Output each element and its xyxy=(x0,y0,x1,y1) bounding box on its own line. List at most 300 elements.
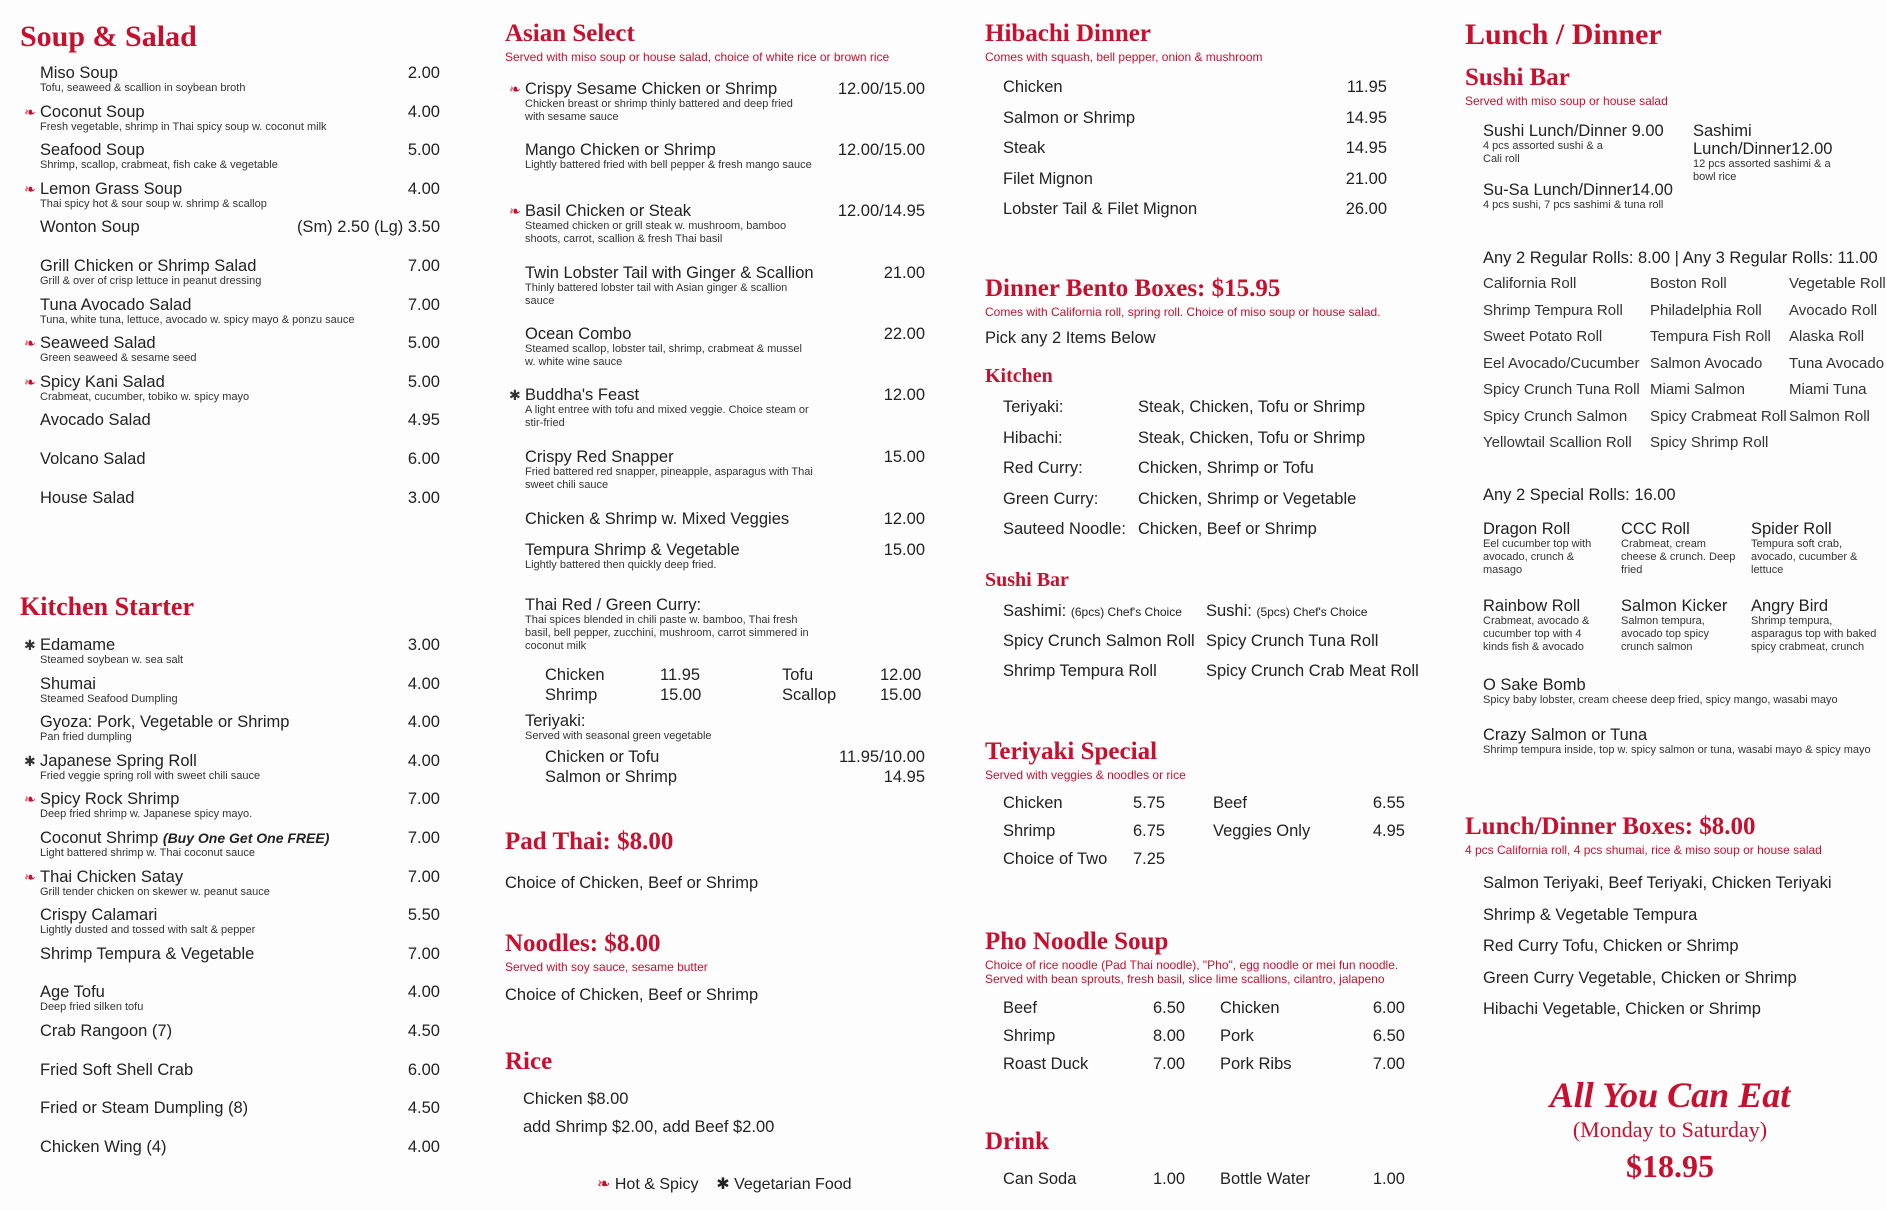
menu-item xyxy=(24,179,440,211)
legend-veg: Vegetarian Food xyxy=(734,1176,852,1193)
section-subtitle: Comes with California roll, spring roll. Choice of miso soup or house salad. xyxy=(985,305,1381,319)
roll-name: Eel Avocado/Cucumber xyxy=(1483,354,1640,372)
item-note: (5pcs) Chef's Choice xyxy=(1256,605,1368,619)
lunch-dinner-boxes-section xyxy=(1465,813,1880,857)
section-title: Drink xyxy=(985,1128,1049,1155)
item-desc: Green seaweed & sesame seed xyxy=(40,352,197,365)
roll-name: Alaska Roll xyxy=(1789,328,1865,345)
section-subtitle: Comes with squash, bell pepper, onion & mushroom xyxy=(985,50,1263,64)
legend xyxy=(597,1176,852,1194)
item-name xyxy=(525,386,925,404)
menu-item xyxy=(40,983,440,1014)
item-name xyxy=(40,334,440,352)
item-desc: 12 pcs assorted sashimi & a bowl rice xyxy=(1693,158,1831,183)
item-desc: Lightly battered then quickly deep fried. xyxy=(525,559,717,571)
item-price: 15.00 xyxy=(883,541,925,559)
item-label: Hibachi: xyxy=(1003,428,1063,447)
legend-hot: Hot & Spicy xyxy=(614,1176,699,1193)
item-price: 5.50 xyxy=(407,906,440,925)
item-name-text: Thai Chicken Satay xyxy=(40,867,184,886)
item-price: 21.00 xyxy=(1345,169,1387,188)
item-name xyxy=(40,450,440,468)
item-name: Sushi: xyxy=(1206,602,1252,620)
pepper-icon: ❧ xyxy=(24,373,36,390)
menu-item xyxy=(40,1022,440,1040)
pepper-icon: ❧ xyxy=(597,1176,611,1193)
item-price: 6.00 xyxy=(407,1060,440,1079)
roll-name: Spider Roll xyxy=(1751,520,1832,538)
item-name xyxy=(40,790,440,808)
item-name xyxy=(40,64,440,82)
item-desc: Shrimp, scallop, crabmeat, fish cake & vegetable xyxy=(40,159,278,172)
item-name-text: Fried Soft Shell Crab xyxy=(40,1060,194,1079)
item-desc: Tofu, seaweed & scallion in soybean broth xyxy=(40,82,246,94)
item-price: 6.50 xyxy=(1153,999,1186,1017)
column-2 xyxy=(505,0,925,1211)
pepper-icon: ❧ xyxy=(24,791,36,808)
item-name-text: Age Tofu xyxy=(40,983,105,1002)
item-name: Filet Mignon xyxy=(1003,169,1093,188)
section-subtitle: 4 pcs California roll, 4 pcs shumai, rice & miso soup or house salad xyxy=(1465,843,1822,857)
item-name: Spicy Crunch Tuna Roll xyxy=(1206,632,1379,650)
item-name: Choice of Two xyxy=(1003,850,1108,868)
item-name xyxy=(40,983,440,1001)
item-price: 4.00 xyxy=(407,1137,440,1156)
item-name xyxy=(40,713,440,731)
special-roll xyxy=(1483,520,1601,577)
item-name xyxy=(40,296,440,314)
item-name: Beef xyxy=(1003,999,1037,1017)
item-price: 22.00 xyxy=(883,325,925,343)
item-price: 6.00 xyxy=(1372,999,1405,1017)
soup-salad-section xyxy=(20,20,440,54)
item-price: 6.50 xyxy=(1372,1027,1405,1045)
item-name-text: Avocado Salad xyxy=(40,411,151,430)
item-desc: Pan fried dumpling xyxy=(40,731,132,744)
menu-item xyxy=(40,1061,440,1079)
pho-section xyxy=(985,928,1405,986)
hibachi-section xyxy=(985,20,1405,64)
item-desc: Grill & over of crisp lettuce in peanut dressing xyxy=(40,275,262,287)
item-name xyxy=(40,257,440,275)
item-price: 4.00 xyxy=(407,751,440,770)
item-price: 7.00 xyxy=(407,790,440,809)
ayce-title: All You Can Eat xyxy=(1549,1075,1791,1115)
item-label: Green Curry: xyxy=(1003,489,1099,508)
roll-desc: Shrimp tempura, asparagus top with baked spicy crabmeat, crunch xyxy=(1751,615,1877,653)
item-price: 12.00/15.00 xyxy=(837,80,925,98)
menu-item xyxy=(40,411,440,429)
section-title: Sushi Bar xyxy=(1465,64,1570,91)
menu-item xyxy=(24,334,440,365)
asterisk-icon: ✱ xyxy=(509,387,521,403)
roll-name: Tuna Avocado xyxy=(1789,354,1885,372)
menu-item xyxy=(509,386,925,430)
item-price: 7.00 xyxy=(407,257,440,275)
item-price: (Sm) 2.50 (Lg) 3.50 xyxy=(296,218,440,237)
item-name: Pork Ribs xyxy=(1220,1055,1292,1073)
option-name: Salmon or Shrimp xyxy=(545,768,678,786)
teriyaki xyxy=(525,712,925,743)
item-name xyxy=(40,1138,440,1156)
item-price: 4.95 xyxy=(407,411,440,430)
item-name xyxy=(525,541,925,559)
item-name xyxy=(525,510,925,528)
roll-name: Tempura Fish Roll xyxy=(1650,328,1771,345)
item-desc: 4 pcs sushi, 7 pcs sashimi & tuna roll xyxy=(1483,199,1664,211)
menu-item xyxy=(24,751,440,783)
item-name: Steak xyxy=(1003,139,1046,157)
combo xyxy=(1483,122,1668,166)
option-name: Scallop xyxy=(782,686,837,704)
item-name-text: House Salad xyxy=(40,488,135,507)
item-note: (6pcs) Chef's Choice xyxy=(1070,605,1182,619)
item-price: 7.00 xyxy=(1372,1055,1405,1073)
item-name-text: Volcano Salad xyxy=(40,450,146,468)
item-name-text: Coconut Soup xyxy=(40,102,145,121)
item-name: Sashimi Lunch/Dinner12.00 xyxy=(1693,122,1833,158)
menu-item xyxy=(525,541,925,572)
item-name-text: Chicken & Shrimp w. Mixed Veggies xyxy=(525,510,790,528)
item-price: 4.50 xyxy=(407,1099,440,1118)
bento-kitchen xyxy=(985,362,1405,390)
roll-name: Angry Bird xyxy=(1751,597,1829,615)
item-name-text: Seafood Soup xyxy=(40,141,145,160)
roll-name: CCC Roll xyxy=(1621,520,1690,538)
bento-pick: Pick any 2 Items Below xyxy=(985,329,1156,347)
item-name-text: Tuna Avocado Salad xyxy=(40,295,192,314)
item-price: 7.00 xyxy=(407,829,440,847)
roll-name: Miami Salmon xyxy=(1650,381,1746,398)
item-name xyxy=(40,1022,440,1040)
item-price: 7.00 xyxy=(407,944,440,963)
item-name: Shrimp xyxy=(1003,822,1056,840)
item-desc: A light entree with tofu and mixed veggie. Choice steam or stir-fried xyxy=(525,404,809,429)
roll-name: Salmon Avocado xyxy=(1650,354,1763,372)
regular-rolls-header: Any 2 Regular Rolls: 8.00 | Any 3 Regular Rolls: 11.00 xyxy=(1483,249,1878,267)
rice-line-2: add Shrimp $2.00, add Beef $2.00 xyxy=(523,1118,775,1136)
special-roll xyxy=(1751,520,1883,577)
item-price: 15.00 xyxy=(883,448,925,466)
roll-name: Spicy Shrimp Roll xyxy=(1650,434,1769,451)
item-desc: Steamed Seafood Dumpling xyxy=(40,692,178,705)
special-roll xyxy=(1483,597,1601,654)
section-subtitle: Served with miso soup or house salad xyxy=(1465,94,1668,108)
item-price: 1.00 xyxy=(1372,1170,1405,1188)
menu-item xyxy=(40,218,440,236)
roll-name: Spicy Crunch Tuna Roll xyxy=(1483,381,1640,398)
item-name-text: Spicy Kani Salad xyxy=(40,372,165,391)
item-name-text: Shumai xyxy=(40,674,96,693)
item-price: 12.00/15.00 xyxy=(837,141,925,159)
roll-desc: Salmon tempura, avocado top spicy crunch salmon xyxy=(1621,615,1710,653)
bento-section xyxy=(985,275,1405,347)
item-price: 26.00 xyxy=(1345,200,1387,218)
item-name xyxy=(525,264,925,282)
menu-item xyxy=(40,296,440,327)
item-price: 2.00 xyxy=(407,64,440,82)
menu-item xyxy=(24,867,440,899)
box-item: Hibachi Vegetable, Chicken or Shrimp xyxy=(1483,1000,1761,1018)
section-subtitle: Served with veggies & noodles or rice xyxy=(985,768,1186,782)
pepper-icon: ❧ xyxy=(509,81,521,97)
item-name: Su-Sa Lunch/Dinner14.00 xyxy=(1483,181,1673,199)
item-name xyxy=(40,103,440,121)
menu-item xyxy=(40,1138,440,1156)
item-name: Spicy Crunch Crab Meat Roll xyxy=(1206,662,1419,680)
box-item: Green Curry Vegetable, Chicken or Shrimp xyxy=(1483,968,1797,987)
option-name: Shrimp xyxy=(545,686,598,704)
item-name-text: Edamame xyxy=(40,636,116,654)
item-name-text: Crispy Sesame Chicken or Shrimp xyxy=(525,80,778,98)
section-title: Dinner Bento Boxes: $15.95 xyxy=(985,275,1281,302)
item-name-text: Shrimp Tempura & Vegetable xyxy=(40,944,255,963)
item-name-text: Crispy Red Snapper xyxy=(525,448,674,466)
option-price: 15.00 xyxy=(660,686,702,704)
item-label: Sauteed Noodle: xyxy=(1003,520,1126,538)
menu-item xyxy=(40,675,440,706)
special-roll xyxy=(1621,597,1739,654)
roll-name: O Sake Bomb xyxy=(1483,676,1586,694)
menu-item xyxy=(24,102,440,134)
pepper-icon: ❧ xyxy=(24,335,36,352)
menu-item xyxy=(40,257,440,288)
column-1 xyxy=(20,0,440,1211)
roll-name: Dragon Roll xyxy=(1483,520,1571,538)
section-subtitle: Served with miso soup or house salad, choice of white rice or brown rice xyxy=(505,50,890,64)
item-price: 4.00 xyxy=(407,102,440,121)
box-item: Salmon Teriyaki, Beef Teriyaki, Chicken Teriyaki xyxy=(1483,874,1832,892)
section-subtitle: Choice of rice noodle (Pad Thai noodle), "Pho", egg noodle or mei fun noodle. xyxy=(985,958,1399,972)
section-subtitle: Served with soy sauce, sesame butter xyxy=(505,960,708,974)
item-price: 7.25 xyxy=(1133,850,1166,868)
wide-roll xyxy=(1483,726,1880,757)
item-name-text: Chicken Wing (4) xyxy=(40,1137,167,1156)
item-desc: Steamed soybean w. sea salt xyxy=(40,654,184,666)
ayce-days: (Monday to Saturday) xyxy=(1572,1117,1768,1142)
item-name: Chicken xyxy=(1003,794,1063,812)
item-price: 3.00 xyxy=(407,488,440,507)
item-price: 1.00 xyxy=(1153,1170,1186,1188)
item-name xyxy=(40,829,440,847)
item-name xyxy=(40,752,440,770)
menu-item xyxy=(24,372,440,404)
asterisk-icon: ✱ xyxy=(24,752,36,769)
roll-desc: Crabmeat, cream cheese & crunch. Deep fried xyxy=(1621,538,1736,576)
item-price: 4.00 xyxy=(407,179,440,198)
section-title: Kitchen Starter xyxy=(20,592,195,621)
item-desc: Tuna, white tuna, lettuce, avocado w. spicy mayo & ponzu sauce xyxy=(40,313,355,326)
menu-item xyxy=(525,448,925,492)
item-choice: Chicken, Shrimp or Vegetable xyxy=(1138,489,1357,508)
item-name: Shrimp xyxy=(1003,1027,1056,1045)
menu-item xyxy=(40,450,440,468)
item-desc: Lightly battered fried with bell pepper & fresh mango sauce xyxy=(525,159,812,171)
item-choice: Steak, Chicken, Tofu or Shrimp xyxy=(1138,398,1366,416)
item-desc: Thai spicy hot & sour soup w. shrimp & scallop xyxy=(40,197,267,210)
roll-desc: Tempura soft crab, avocado, cucumber & lettuce xyxy=(1751,538,1858,576)
item-name: Pork xyxy=(1220,1027,1254,1045)
item-name-text: Seaweed Salad xyxy=(40,334,156,353)
item-name-text: Mango Chicken or Shrimp xyxy=(525,141,716,159)
item-name: Beef xyxy=(1213,794,1247,812)
item-price: 6.55 xyxy=(1372,794,1405,812)
item-price: 7.00 xyxy=(407,295,440,314)
roll-name: Rainbow Roll xyxy=(1483,597,1581,615)
roll-name: Salmon Roll xyxy=(1789,407,1870,425)
menu-item xyxy=(40,489,440,507)
pepper-icon: ❧ xyxy=(24,180,36,197)
item-left xyxy=(1003,632,1195,650)
menu-item xyxy=(24,790,440,821)
item-price: 5.00 xyxy=(407,141,440,160)
item-name-text: Crispy Calamari xyxy=(40,906,158,925)
asian-select-section xyxy=(505,20,925,64)
section-title: Noodles: $8.00 xyxy=(505,930,661,957)
section-title: Sushi Bar xyxy=(985,569,1069,591)
option-price: 12.00 xyxy=(880,666,922,684)
roll-desc: Eel cucumber top with avocado, crunch & masago xyxy=(1483,538,1592,576)
item-name xyxy=(40,373,440,391)
roll-name: Yellowtail Scallion Roll xyxy=(1483,434,1632,451)
item-name-text: Spicy Rock Shrimp xyxy=(40,790,180,809)
item-name: Chicken xyxy=(1003,78,1063,96)
section-title: Pho Noodle Soup xyxy=(985,928,1169,955)
item-name: Roast Duck xyxy=(1003,1055,1089,1073)
item-name xyxy=(40,906,440,924)
section-subtitle: Served with bean sprouts, fresh basil, slice lime scallions, cilantro, jalapeno xyxy=(985,972,1385,986)
item-price: 21.00 xyxy=(883,264,925,282)
roll-name: Avocado Roll xyxy=(1789,301,1878,319)
column-4 xyxy=(1465,0,1886,1211)
roll-name: Spicy Crabmeat Roll xyxy=(1650,407,1787,425)
item-name: Shrimp Tempura Roll xyxy=(1003,662,1157,680)
item-name-text: Grill Chicken or Shrimp Salad xyxy=(40,257,257,275)
item-name xyxy=(40,675,440,693)
item-name: Salmon or Shrimp xyxy=(1003,108,1136,127)
item-name xyxy=(525,325,925,343)
roll-name: Boston Roll xyxy=(1650,275,1727,292)
item-price: 5.00 xyxy=(407,372,440,391)
item-name-text: Ocean Combo xyxy=(525,325,632,343)
section-title: Hibachi Dinner xyxy=(985,20,1151,47)
rice-line-1: Chicken $8.00 xyxy=(523,1090,629,1108)
item-name: Sashimi: xyxy=(1003,602,1067,620)
item-name xyxy=(40,1099,440,1117)
drink-section xyxy=(985,1128,1405,1156)
menu-item xyxy=(525,141,925,172)
item-price: 6.00 xyxy=(407,450,440,468)
menu-item xyxy=(525,510,925,528)
asterisk-icon: ✱ xyxy=(716,1176,730,1193)
menu-item xyxy=(525,264,925,308)
item-name xyxy=(40,141,440,159)
menu-item xyxy=(40,64,440,95)
special-rolls-header: Any 2 Special Rolls: 16.00 xyxy=(1483,486,1676,504)
option-price: 15.00 xyxy=(880,686,922,704)
item-desc: Crabmeat, cucumber, tobiko w. spicy mayo xyxy=(40,390,250,403)
item-left xyxy=(1003,602,1182,621)
roll-name: Spicy Crunch Salmon xyxy=(1483,407,1628,425)
pad-thai-section xyxy=(505,828,925,892)
item-choice: Steak, Chicken, Tofu or Shrimp xyxy=(1138,428,1366,447)
item-price: 4.00 xyxy=(407,713,440,732)
column-3 xyxy=(985,0,1419,1211)
pepper-icon: ❧ xyxy=(509,203,521,219)
item-name: Chicken xyxy=(1220,999,1280,1017)
item-price: 4.00 xyxy=(407,674,440,693)
item-name xyxy=(40,489,440,507)
item-name: Veggies Only xyxy=(1213,822,1311,840)
menu-item xyxy=(509,80,925,124)
item-name-text: Basil Chicken or Steak xyxy=(525,202,691,220)
page-title: Lunch / Dinner xyxy=(1465,18,1662,51)
item-desc: Thai spices blended in chili paste w. bamboo, Thai fresh basil, bell pepper, zucchini, mushroom, carrot simmered in coconut milk xyxy=(525,614,809,652)
item-price: 12.00/14.95 xyxy=(837,202,925,220)
promo-text: (Buy One Get One FREE) xyxy=(162,830,330,846)
item-name-text: Wonton Soup xyxy=(40,218,140,237)
section-line: Choice of Chicken, Beef or Shrimp xyxy=(505,874,759,892)
item-right xyxy=(1206,602,1367,621)
item-choice: Chicken, Beef or Shrimp xyxy=(1138,520,1317,538)
item-desc: Fried veggie spring roll with sweet chili sauce xyxy=(40,769,261,782)
section-line: Choice of Chicken, Beef or Shrimp xyxy=(505,986,759,1004)
bento-sushi xyxy=(985,566,1405,594)
combo xyxy=(1693,122,1880,184)
section-title: Kitchen xyxy=(985,365,1053,387)
item-desc: Lightly dusted and tossed with salt & pepper xyxy=(40,924,256,937)
item-name xyxy=(40,1061,440,1079)
item-price: 4.95 xyxy=(1372,822,1405,840)
roll-name: Salmon Kicker xyxy=(1621,597,1728,615)
item-price: 6.75 xyxy=(1133,822,1166,840)
item-right xyxy=(1206,662,1419,680)
item-name: Teriyaki: xyxy=(525,712,586,730)
menu-item xyxy=(40,713,440,744)
sushi-bar-section xyxy=(1465,64,1880,108)
item-name: Thai Red / Green Curry: xyxy=(525,596,702,614)
item-desc: Steamed scallop, lobster tail, shrimp, crabmeat & mussel w. white wine sauce xyxy=(525,343,802,368)
roll-name: California Roll xyxy=(1483,275,1577,292)
item-desc: Thinly battered lobster tail with Asian ginger & scallion sauce xyxy=(525,282,788,307)
item-name xyxy=(40,945,440,963)
teriyaki-special-section xyxy=(985,738,1405,782)
menu-item xyxy=(40,1099,440,1117)
item-desc: Fresh vegetable, shrimp in Thai spicy soup w. coconut milk xyxy=(40,120,327,133)
item-price: 3.00 xyxy=(407,636,440,654)
item-name xyxy=(40,180,440,198)
item-name-text: Fried or Steam Dumpling (8) xyxy=(40,1099,249,1118)
roll-name: Crazy Salmon or Tuna xyxy=(1483,726,1648,744)
option-price: 11.95 xyxy=(660,666,701,684)
option-price: 14.95 xyxy=(883,768,925,786)
lunch-dinner-heading xyxy=(1465,18,1880,52)
wide-roll xyxy=(1483,676,1880,707)
section-title: Lunch/Dinner Boxes: $8.00 xyxy=(1465,813,1756,840)
item-name-text: Gyoza: Pork, Vegetable or Shrimp xyxy=(40,713,290,732)
item-name: Can Soda xyxy=(1003,1170,1077,1188)
roll-desc: Crabmeat, avocado & cucumber top with 4 kinds fish & avocado xyxy=(1483,615,1590,653)
item-right xyxy=(1206,632,1378,650)
item-name-text: Japanese Spring Roll xyxy=(40,751,197,770)
item-price: 12.00 xyxy=(883,386,925,404)
roll-desc: Spicy baby lobster, cream cheese deep fried, spicy mango, wasabi mayo xyxy=(1483,694,1838,706)
item-name xyxy=(40,868,440,886)
item-price: 8.00 xyxy=(1153,1027,1186,1045)
item-price: 14.95 xyxy=(1345,108,1387,127)
rice-section xyxy=(505,1048,925,1136)
special-roll xyxy=(1621,520,1739,577)
